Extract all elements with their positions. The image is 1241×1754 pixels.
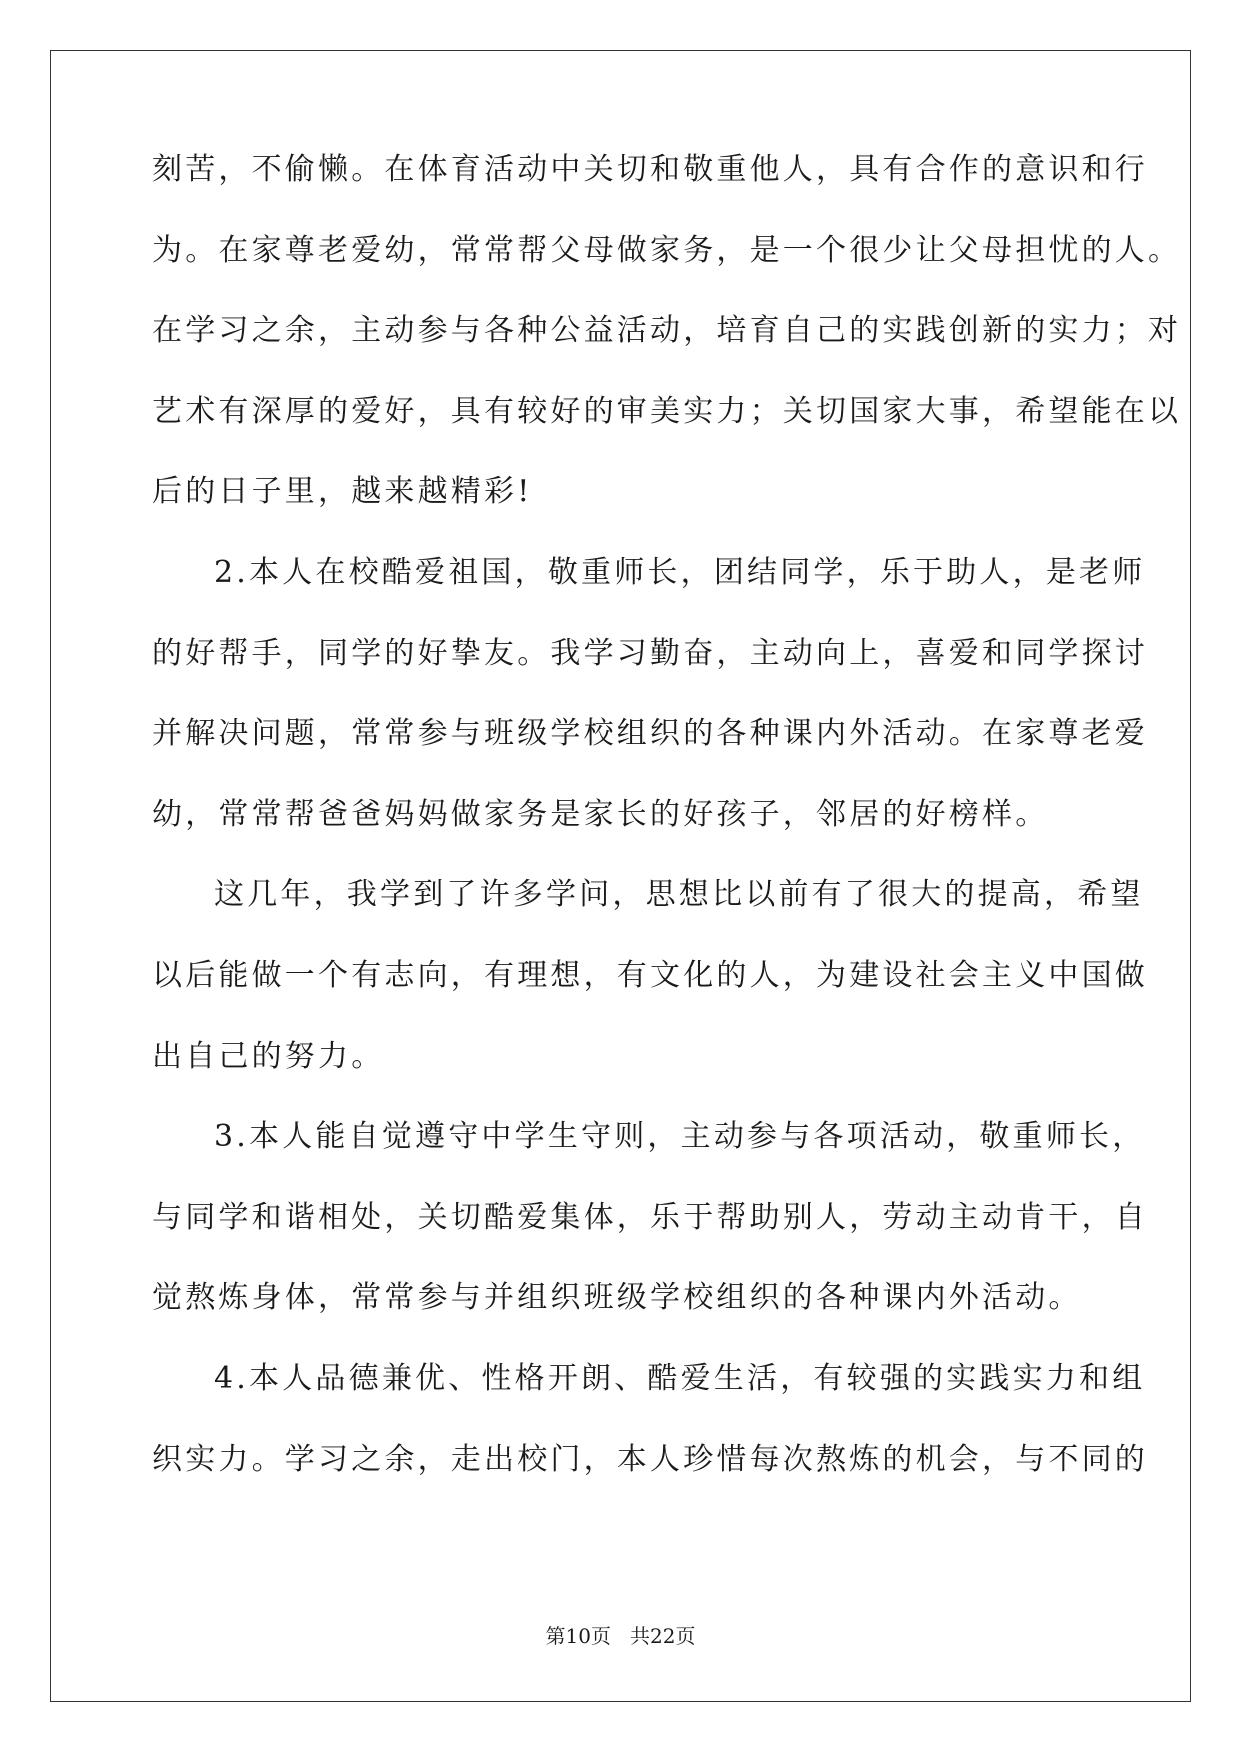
text-line: 后的日子里，越来越精彩! [152, 474, 533, 509]
text-line: 觉熬炼身体，常常参与并组织班级学校组织的各种课内外活动。 [152, 1280, 1082, 1315]
paragraph-start-line: 3.本人能自觉遵守中学生守则，主动参与各项活动，敬重师长， [214, 1119, 1146, 1154]
text-line: 在学习之余，主动参与各种公益活动，培育自己的实践创新的实力；对 [152, 313, 1182, 348]
text-line: 的好帮手，同学的好挚友。我学习勤奋，主动向上，喜爱和同学探讨 [152, 636, 1148, 671]
text-line: 艺术有深厚的爱好，具有较好的审美实力；关切国家大事，希望能在以 [152, 394, 1182, 429]
text-line: 刻苦，不偷懒。在体育活动中关切和敬重他人，具有合作的意识和行 [152, 152, 1148, 187]
paragraph-start-line: 2.本人在校酷爱祖国，敬重师长，团结同学，乐于助人，是老师 [214, 555, 1146, 590]
text-line: 为。在家尊老爱幼，常常帮父母做家务，是一个很少让父母担忧的人。 [152, 233, 1182, 268]
text-line: 以后能做一个有志向，有理想，有文化的人，为建设社会主义中国做 [152, 958, 1148, 993]
text-line: 并解决问题，常常参与班级学校组织的各种课内外活动。在家尊老爱 [152, 716, 1148, 751]
text-line: 出自己的努力。 [152, 1039, 385, 1074]
paragraph-start-line: 4.本人品德兼优、性格开朗、酷爱生活，有较强的实践实力和组 [214, 1361, 1146, 1396]
text-line: 幼，常常帮爸爸妈妈做家务是家长的好孩子，邻居的好榜样。 [152, 797, 1049, 832]
page-number: 第10页 共22页 [545, 1624, 696, 1648]
text-line: 织实力。学习之余，走出校门，本人珍惜每次熬炼的机会，与不同的 [152, 1442, 1148, 1477]
paragraph-start-line: 这几年，我学到了许多学问，思想比以前有了很大的提高，希望 [214, 877, 1144, 912]
text-line: 与同学和谐相处，关切酷爱集体，乐于帮助别人，劳动主动肯干，自 [152, 1200, 1148, 1235]
